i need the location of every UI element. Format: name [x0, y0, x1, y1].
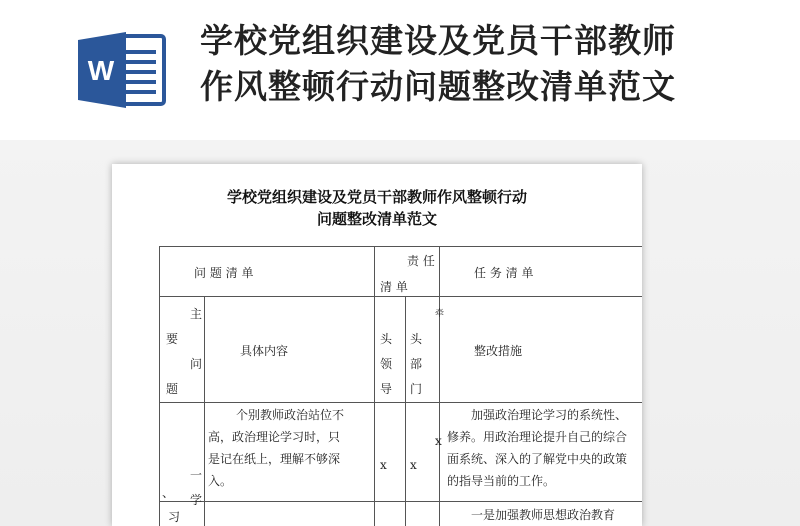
document-title-line-1: 学校党组织建设及党员干部教师作风整顿行动 [226, 188, 527, 206]
row1-content [208, 404, 372, 492]
row1-measures [447, 404, 642, 492]
row1-category-char-1: 一 [190, 468, 203, 482]
main-problem-char-1: 要 [166, 332, 179, 346]
row1-content-line-4: 入。 [208, 474, 233, 488]
header-responsibility-top: 责 任 [407, 254, 435, 268]
main-problem-char-4: 题 [166, 382, 179, 396]
main-problem-char-2: 主 [190, 307, 203, 321]
specific-content-header: 具体内容 [240, 344, 289, 358]
header-task-list: 任 务 清 单 [474, 266, 534, 280]
row1-category-char-2: 、 [162, 486, 175, 500]
lead-dept-char-1: 头 [410, 332, 423, 346]
row1-content-line-3: 是记在纸上，理解不够深 [208, 452, 341, 466]
header-problem-list: 问 题 清 单 [194, 266, 254, 280]
lead-dept-extra: 牵 [435, 309, 445, 319]
measures-header: 整改措施 [474, 344, 523, 358]
row1-measures-line-2: 修养。用政治理论提升自己的综合 [447, 430, 628, 444]
word-icon-letter: W [87, 55, 115, 86]
document-page [112, 164, 642, 526]
row1-leader-mark: x [380, 458, 387, 472]
header-responsibility-bottom: 清 单 [380, 280, 408, 294]
row1-content-line-2: 高，政治理论学习时，只 [208, 430, 341, 444]
row1-dept-mark: x [410, 458, 417, 472]
lead-leader-char-2: 领 [380, 357, 393, 371]
document-title [112, 186, 642, 230]
row2-measures: 一是加强教师思想政治教育 [471, 508, 616, 522]
row1-category-char-4: 习 [168, 510, 181, 524]
row1-category-char-3: 学 [190, 493, 203, 507]
lead-leader-char-1: 头 [380, 332, 393, 346]
row1-measures-line-4: 的指导当前的工作。 [447, 474, 556, 488]
lead-dept-char-2: 部 [410, 357, 423, 371]
banner-title-line-2: 作风整顿行动问题整改清单范文 [200, 67, 676, 106]
lead-dept-char-3: 门 [410, 382, 423, 396]
banner-header [0, 0, 800, 140]
banner-title [200, 18, 760, 110]
main-problem-char-3: 问 [190, 357, 203, 371]
row1-content-line-1: 个别教师政治站位不 [236, 408, 345, 422]
banner-title-line-1: 学校党组织建设及党员干部教师 [200, 21, 676, 60]
word-document-icon [76, 30, 168, 110]
row1-extra-mark: x [435, 434, 442, 448]
lead-leader-char-3: 导 [380, 382, 393, 396]
row1-measures-line-1: 加强政治理论学习的系统性、 [471, 408, 628, 422]
row1-measures-line-3: 面系统、深入的了解党中央的政策 [447, 452, 628, 466]
document-title-line-2: 问题整改清单范文 [316, 210, 437, 228]
